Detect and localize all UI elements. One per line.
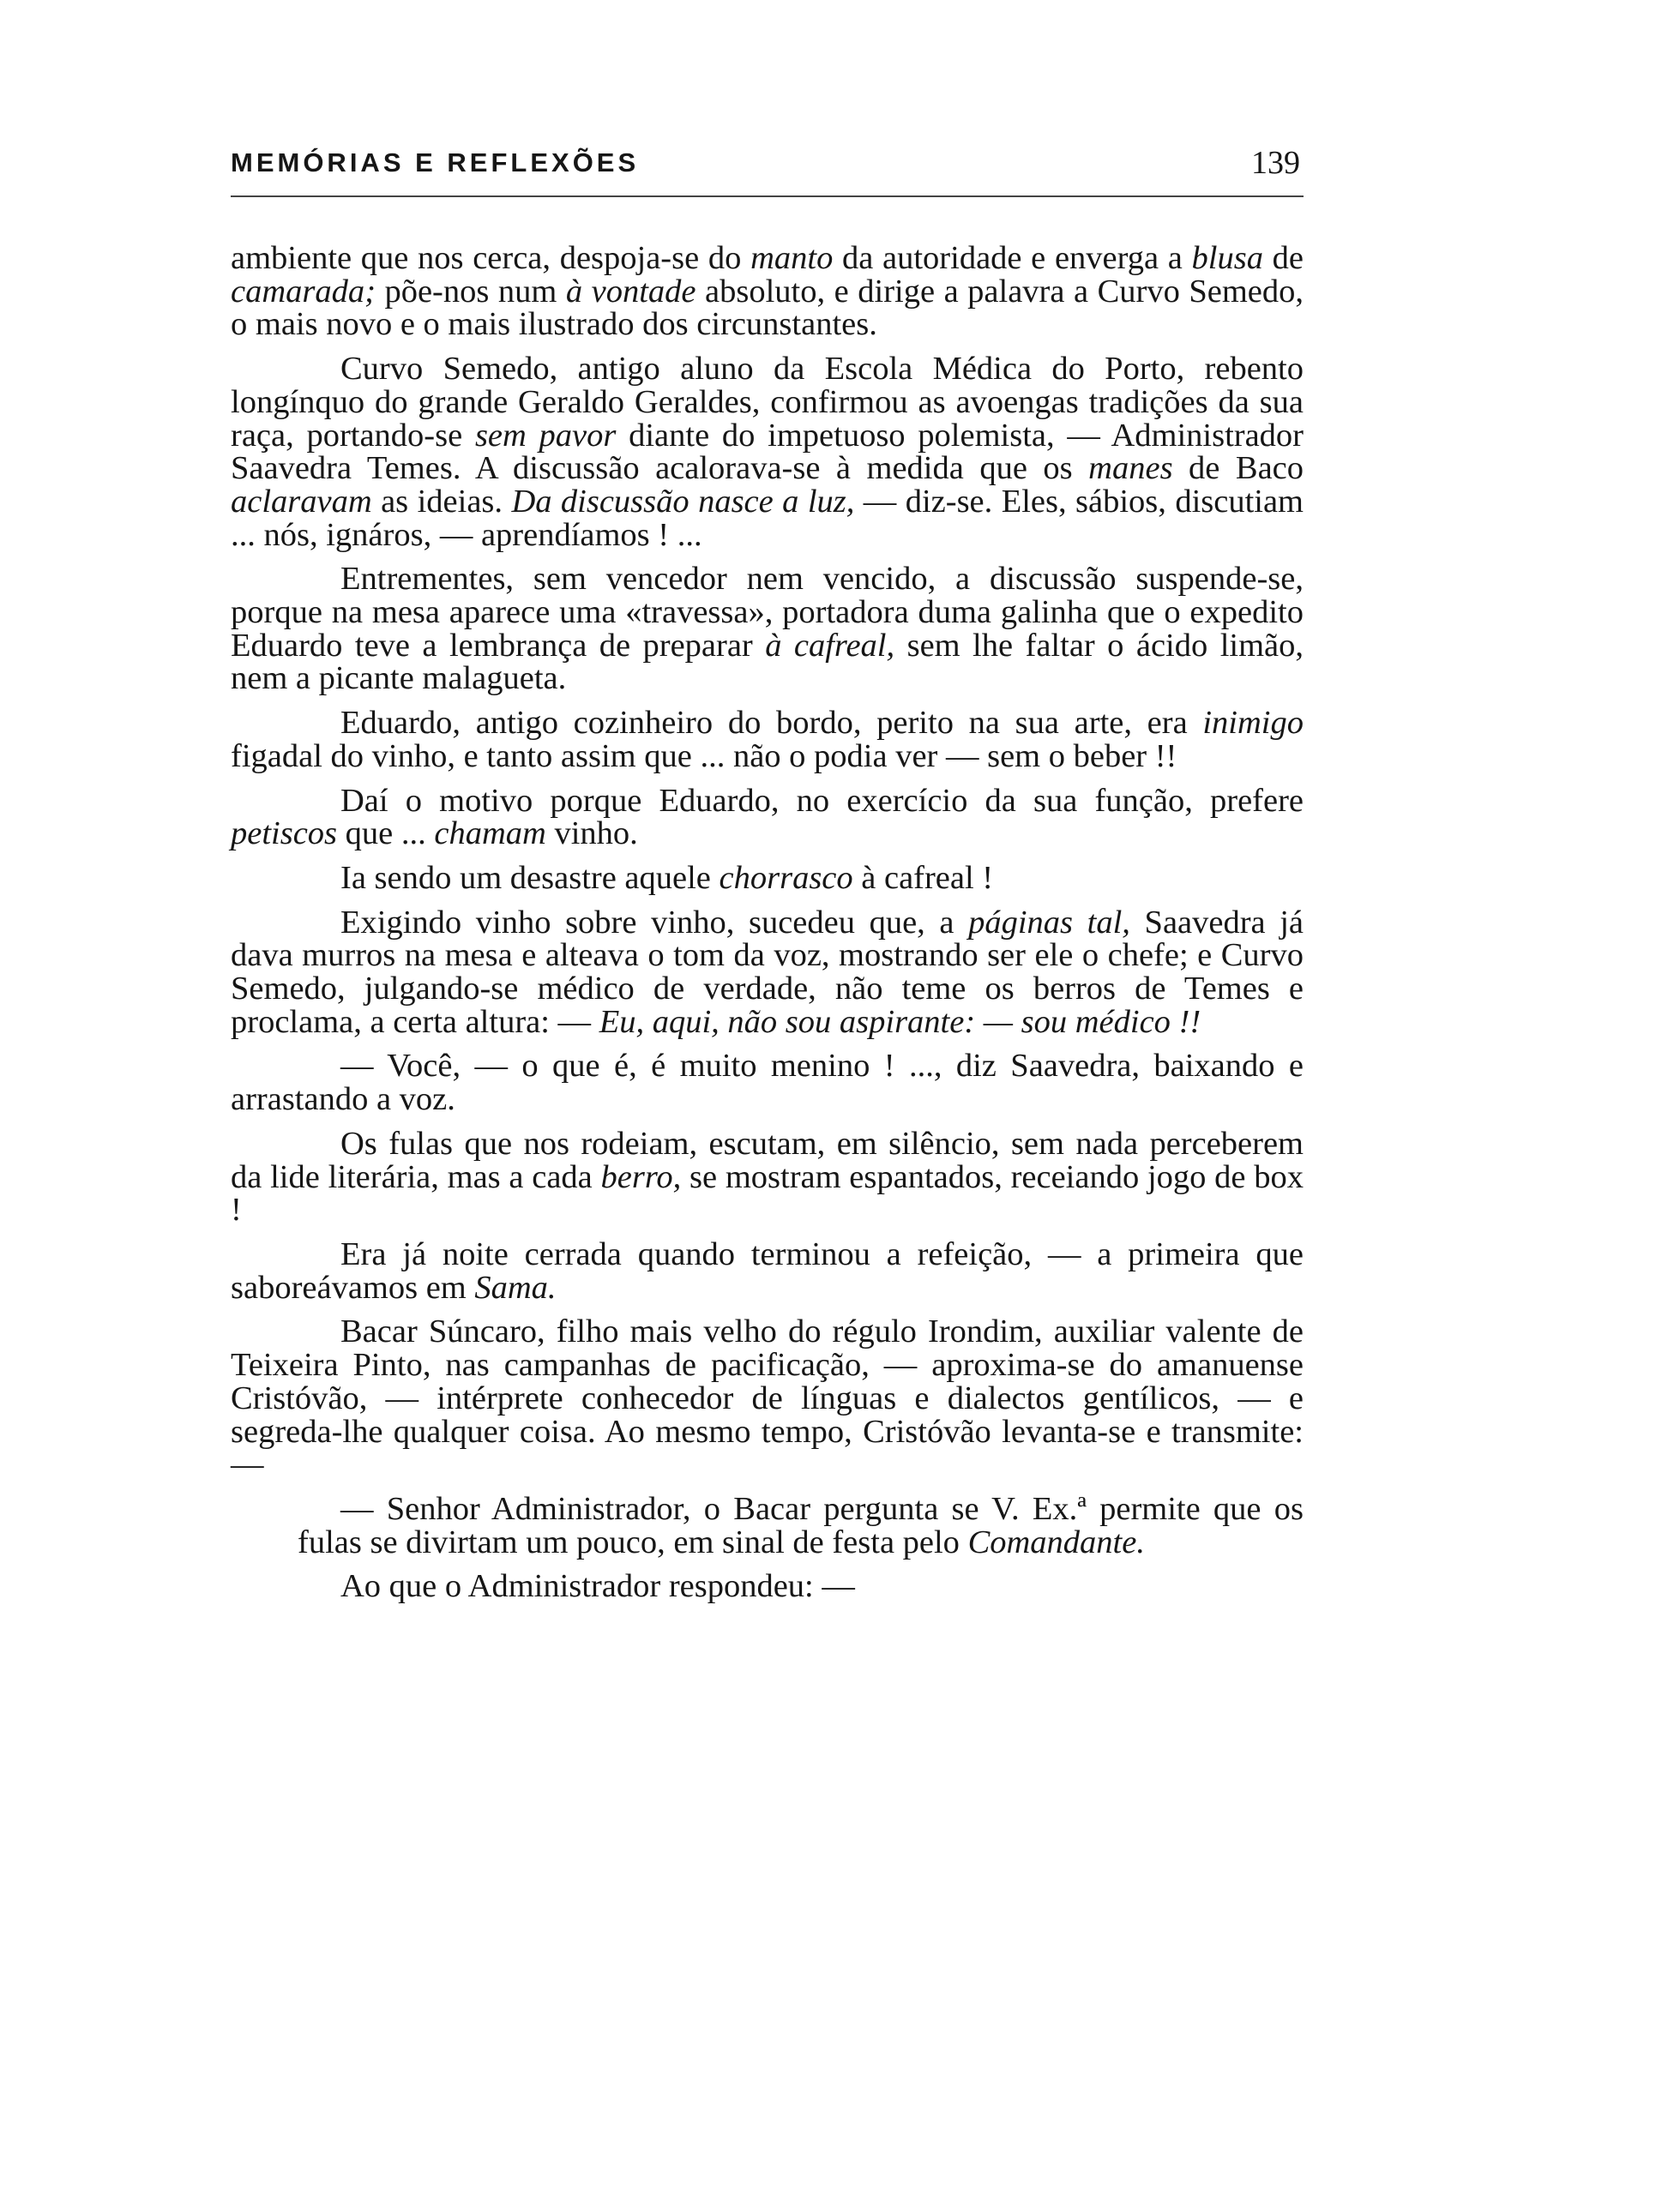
italic-text: petiscos	[231, 815, 338, 852]
italic-text: à cafreal,	[765, 627, 895, 664]
italic-text: manes	[1088, 450, 1173, 487]
italic-text: manto	[750, 240, 834, 276]
italic-text: à vontade	[565, 273, 696, 310]
paragraph: Daí o motivo porque Eduardo, no exercício da sua função, prefere petiscos que ... chamam vinho.	[231, 782, 1304, 852]
italic-text: chamam	[434, 815, 546, 852]
page-number: 139	[1251, 145, 1300, 181]
italic-text: sem pavor	[474, 417, 617, 454]
italic-text: camarada;	[231, 273, 376, 310]
running-header	[231, 144, 1304, 197]
italic-text: Comandante.	[967, 1524, 1145, 1560]
italic-text: páginas tal,	[968, 904, 1130, 941]
italic-text: chorrasco	[719, 859, 853, 896]
paragraph: Era já noite cerrada quando terminou a refeição, — a primeira que saboreávamos em Sama.	[231, 1235, 1304, 1306]
paragraph: Entrementes, sem vencedor nem vencido, a discussão suspende-se, porque na mesa aparece uma «travessa», portadora duma galinha que o expedito Eduardo teve a lembrança de preparar à cafreal, sem lhe faltar o ácido limão, nem a picante malagueta.	[231, 561, 1304, 697]
paragraph: Curvo Semedo, antigo aluno da Escola Médica do Porto, rebento longínquo do grande Geraldo Geraldes, confirmou as avoengas tradições da sua raça, portando-se sem pavor diante do impetuoso polemista, — Administrador Saavedra Temes. A discussão acalorava-se à medida que os manes de Baco aclaravam as ideias. Da discussão nasce a luz, — diz-se. Eles, sábios, discutiam ... nós, ignáros, — aprendíamos ! ...	[231, 351, 1304, 553]
quoted-paragraph: — Senhor Administrador, o Bacar pergunta se V. Ex.ª permite que os fulas se divirtam um pouco, em sinal de festa pelo Comandante.	[298, 1490, 1304, 1560]
running-title: MEMÓRIAS E REFLEXÕES	[231, 147, 640, 177]
italic-text: blusa	[1191, 240, 1263, 276]
paragraph: Os fulas que nos rodeiam, escutam, em silêncio, sem nada perceberem da lide literária, mas a cada berro, se mostram espantados, receiando jogo de box !	[231, 1125, 1304, 1229]
body-text	[231, 242, 1304, 1614]
italic-text: Sama.	[474, 1269, 557, 1306]
italic-text: aclaravam	[231, 483, 372, 520]
paragraph: — Você, — o que é, é muito menino ! ..., diz Saavedra, baixando e arrastando a voz.	[231, 1048, 1304, 1118]
paragraph: Eduardo, antigo cozinheiro do bordo, perito na sua arte, era inimigo figadal do vinho, e tanto assim que ... não o podia ver — sem o beber !!	[231, 705, 1304, 774]
italic-text: berro,	[600, 1158, 682, 1195]
paragraph: Bacar Súncaro, filho mais velho do régulo Irondim, auxiliar valente de Teixeira Pinto, nas campanhas de pacificação, — aproxima-se do amanuense Cristóvão, — intérprete conhecedor de línguas e dialectos gentílicos, — e segreda-lhe qualquer coisa. Ao mesmo tempo, Cristóvão levanta-se e transmite: —	[231, 1313, 1304, 1483]
paragraph: ambiente que nos cerca, despoja-se do manto da autoridade e enverga a blusa de camarada; põe-nos num à vontade absoluto, e dirige a palavra a Curvo Semedo, o mais novo e o mais ilustrado dos circunstantes.	[231, 240, 1304, 343]
italic-text: Da discussão nasce a luz,	[511, 483, 855, 520]
paragraph: Ao que o Administrador respondeu: —	[340, 1568, 855, 1605]
italic-text: Eu, aqui, não sou aspirante: — sou médico !!	[599, 1003, 1201, 1040]
italic-text: inimigo	[1202, 705, 1304, 742]
paragraph: Exigindo vinho sobre vinho, sucedeu que, a páginas tal, Saavedra já dava murros na mesa e alteava o tom da voz, mostrando ser ele o chefe; e Curvo Semedo, julgando-se médico de verdade, não teme os berros de Temes e proclama, a certa altura: — Eu, aqui, não sou aspirante: — sou médico !!	[231, 904, 1304, 1040]
paragraph: Ia sendo um desastre aquele chorrasco à cafreal !	[340, 859, 994, 896]
